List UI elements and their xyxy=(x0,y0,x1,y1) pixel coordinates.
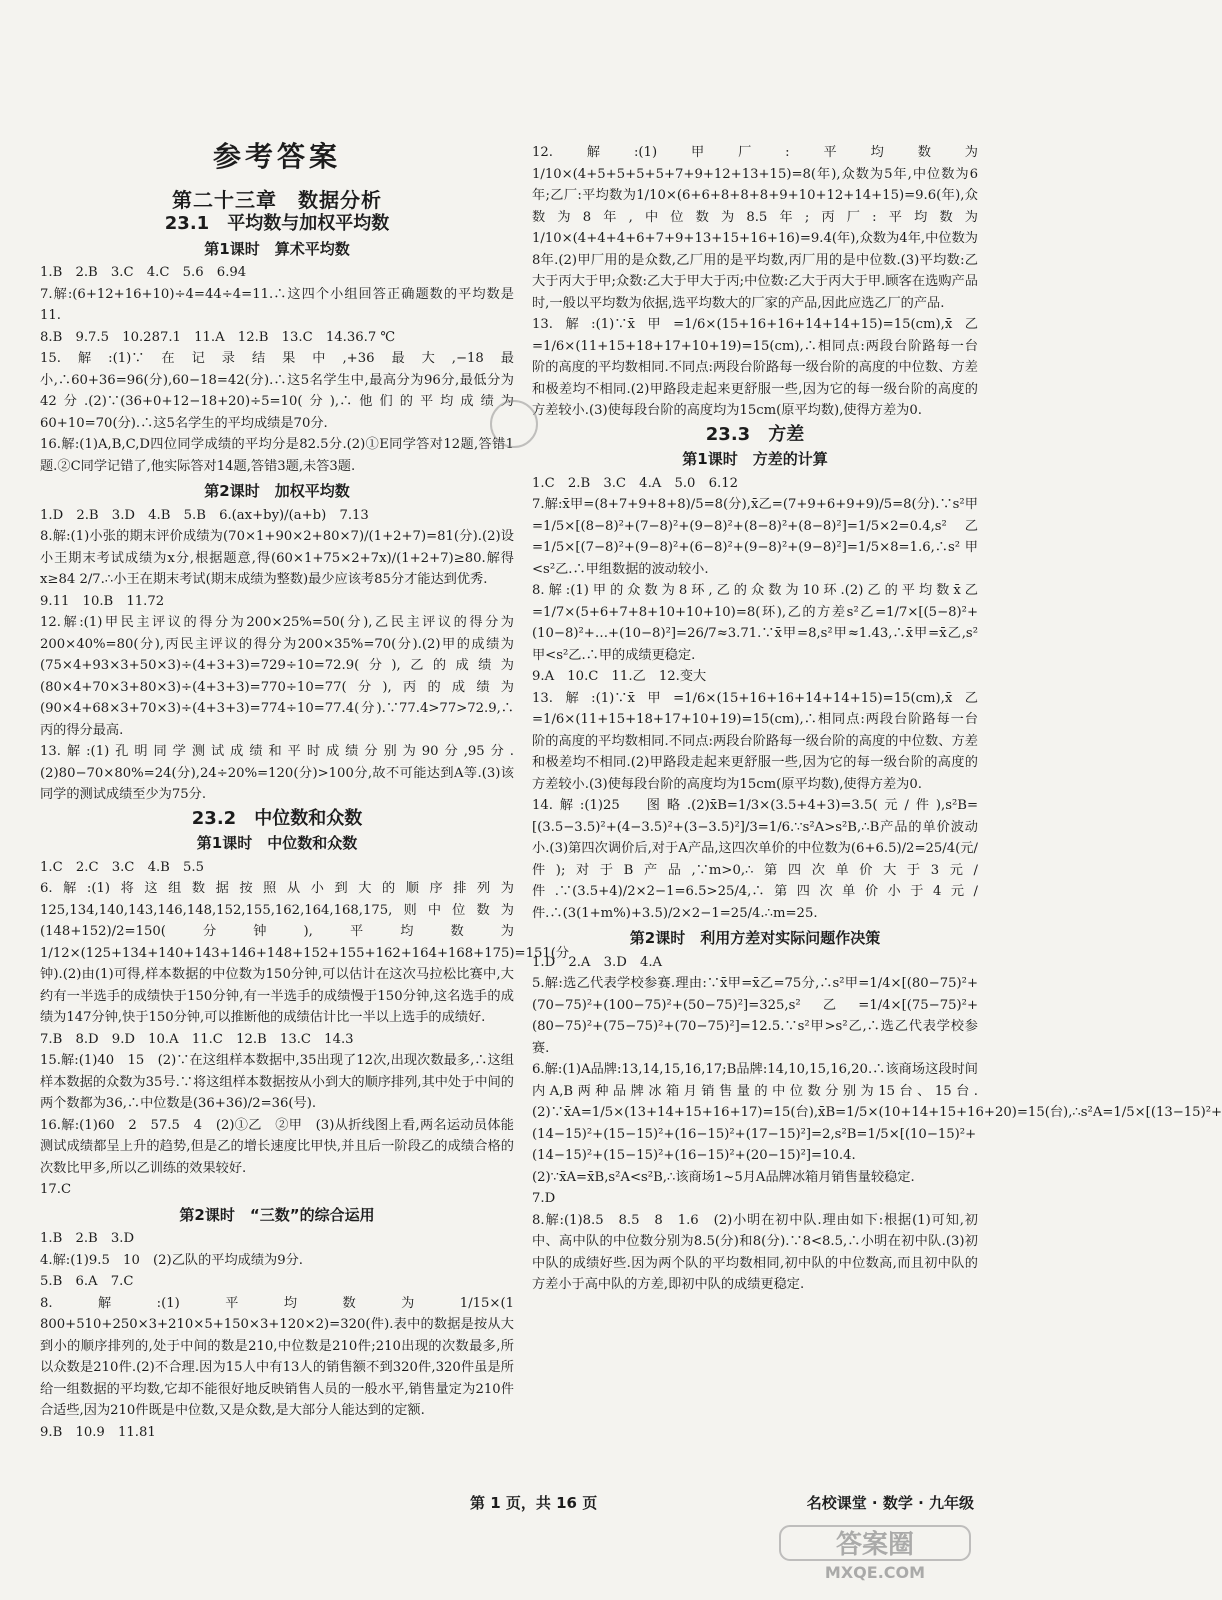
answer-item: 7.解:(6+12+16+10)÷4=44÷4=11.∴这四个小组回答正确题数的平均数是11. xyxy=(40,286,514,323)
section-heading-23-3: 23.3 方差 xyxy=(705,423,805,445)
answer-item: 13.解:(1)∵x̄甲=1/6×(15+16+16+14+14+15)=15(cm),x̄乙=1/6×(11+15+18+17+10+19)=15(cm),∴相同点:两段台阶路每一台阶的高度的平均数相同.不同点:两段台阶路每一级台阶的高度的中位数、方差和极差均不相同.(2)甲路段走起来更舒服一些,因为它的每一级台阶的高度的方差较小.(3)使每段台阶的高度均为15cm(原平均数),使得方差为0. xyxy=(532,317,978,418)
answer-item: 5.解:选乙代表学校参赛.理由:∵x̄甲=x̄乙=75分,∴s²甲=1/4×[(80−75)²+(70−75)²+(100−75)²+(50−75)²]=325,s²乙=1/4×[(75−75)²+(80−75)²+(75−75)²+(70−75)²]=12.5.∵s²甲>s²乙,∴选乙代表学校参赛. xyxy=(532,976,978,1056)
answer-item: 16.解:(1)60 2 57.5 4 (2)①乙 ②甲 (3)从折线图上看,两名运动员体能测试成绩都呈上升的趋势,但是乙的增长速度比甲快,并且后一阶段乙的成绩合格的次数比甲多,所以乙训练的效果较好. xyxy=(40,1117,514,1176)
answer-item: 14.解:(1)25 图略.(2)x̄B=1/3×(3.5+4+3)=3.5(元/件),s²B=[(3.5−3.5)²+(4−3.5)²+(3−3.5)²]/3=1/6.∵s²A>s²B,∴B产品的单价波动小.(3)第四次调价后,对于A产品,这四次单价的中位数为(6+6.5)/2=25/4(元/件);对于B产品,∵m>0,∴第四次单价大于3元/件.∵(3.5+4)/2×2−1=6.5>25/4,∴第四次单价小于4元/件.∴(3(1+m%)+3.5)/2×2−1=25/4.∴m=25. xyxy=(532,798,978,921)
page-number: 第 1 页，共 16 页 xyxy=(470,1494,598,1512)
answer-item: 4.解:(1)9.5 10 (2)乙队的平均成绩为9分. xyxy=(40,1252,303,1268)
answer-item: 7.B 8.D 9.D 10.A 11.C 12.B 13.C 14.3 xyxy=(40,1031,354,1047)
lesson-heading: 第2课时 加权平均数 xyxy=(204,482,350,500)
stamp-seal-icon xyxy=(490,400,538,448)
watermark-text: 答案圈 xyxy=(835,1530,915,1560)
answer-item: 5.B 6.A 7.C xyxy=(40,1274,134,1289)
answer-item: 7.解:x̄甲=(8+7+9+8+8)/5=8(分),x̄乙=(7+9+6+9+9)/5=8(分).∵s²甲=1/5×[(8−8)²+(7−8)²+(9−8)²+(8−8)²+(8−8)²]=1/5×2=0.4,s²乙=1/5×[(7−8)²+(9−8)²+(6−8)²+(9−8)²+(9−8)²]=1/5×8=1.6,∴s²甲<s²乙.∴甲组数据的波动较小. xyxy=(532,497,978,577)
answer-item: 7.D xyxy=(532,1191,556,1206)
watermark-icon xyxy=(770,1522,980,1582)
answer-item: 9.B 10.9 11.81 xyxy=(40,1424,156,1440)
right-column xyxy=(532,142,1222,1296)
watermark-url: MXQE.COM xyxy=(824,1563,926,1582)
answer-item: 1.B 2.B 3.D xyxy=(40,1231,135,1246)
lesson-heading: 第1课时 方差的计算 xyxy=(682,450,828,468)
page-title: 参考答案 xyxy=(212,140,341,173)
answer-item: 13.解:(1)孔明同学测试成绩和平时成绩分别为90分,95分.(2)80−70×80%=24(分),24÷20%=120(分)>100分,故不可能达到A等.(3)该同学的测试成绩至少为75分. xyxy=(40,744,514,802)
answer-item: 12.解:(1)甲民主评议的得分为200×25%=50(分),乙民主评议的得分为200×40%=80(分),丙民主评议的得分为200×35%=70(分).(2)甲的成绩为(75×4+93×3+50×3)÷(4+3+3)=729÷10=72.9(分),乙的成绩为(80×4+70×3+80×3)÷(4+3+3)=770÷10=77(分),丙的成绩为(90×4+68×3+70×3)÷(4+3+3)=774÷10=77.4(分).∵77.4>77>72.9,∴丙的得分最高. xyxy=(40,615,514,738)
answer-item: 1.C 2.C 3.C 4.B 5.5 xyxy=(40,859,205,875)
chapter-heading: 第二十三章 数据分析 xyxy=(172,187,382,212)
answer-item: 6.解:(1)将这组数据按照从小到大的顺序排列为125,134,140,143,146,148,152,155,162,164,168,175,则中位数为(148+152)/2=150(分钟),平均数为1/12×(125+134+140+143+146+148+152+155+162+164+168+175)=151(分钟).(2)由(1)可得,样本数据的中位数为150分钟,可以估计在这次马拉松比赛中,大约有一半选手的成绩快于150分钟,有一半选手的成绩慢于150分钟,这名选手的成绩为147分钟,快于150分钟,可以推断他的成绩估计比一半以上选手的成绩好. xyxy=(40,881,570,1025)
answer-item: 9.11 10.B 11.72 xyxy=(40,593,165,609)
answer-item: 16.解:(1)A,B,C,D四位同学成绩的平均分是82.5分.(2)①E同学答对12题,答错1题.②C同学记错了,他实际答对14题,答错3题,未答3题. xyxy=(40,437,514,474)
section-heading-23-2: 23.2 中位数和众数 xyxy=(191,807,363,829)
answer-item: 1.D 2.A 3.D 4.A xyxy=(532,954,663,970)
answer-item: 1.C 2.B 3.C 4.A 5.0 6.12 xyxy=(532,475,738,491)
answer-item: 8.解:(1)8.5 8.5 8 1.6 (2)小明在初中队.理由如下:根据(1)可知,初中、高中队的中位数分别为8.5(分)和8(分).∵8<8.5,∴小明在初中队.(3)初中队的成绩好些.因为两个队的平均数相同,初中队的中位数高,而且初中队的方差小于高中队的方差,即初中队的成绩更稳定. xyxy=(532,1212,978,1292)
lesson-heading: 第1课时 中位数和众数 xyxy=(196,834,358,852)
answer-item: 1.B 2.B 3.C 4.C 5.6 6.94 xyxy=(40,265,247,280)
lesson-heading: 第2课时 利用方差对实际问题作决策 xyxy=(629,929,881,947)
lesson-heading: 第2课时 “三数”的综合运用 xyxy=(179,1205,375,1224)
answer-item: 17.C xyxy=(40,1182,72,1197)
answer-item: 8.解:(1)小张的期末评价成绩为(70×1+90×2+80×7)/(1+2+7)=81(分).(2)设小王期末考试成绩为x分,根据题意,得(60×1+75×2+7x)/(1+2+7)≥80.解得x≥84 2/7.∴小王在期末考试(期末成绩为整数)最少应该考85分才能达到优秀. xyxy=(40,529,514,587)
answer-item: 6.解:(1)A品牌:13,14,15,16,17;B品牌:14,10,15,16,20.∴该商场这段时间内A,B两种品牌冰箱月销售量的中位数分别为15台、15台.(2)∵x̄A=1/5×(13+14+15+16+17)=15(台),x̄B=1/5×(10+14+15+16+20)=15(台),∴s²A=1/5×[(13−15)²+(14−15)²+(15−15)²+(16−15)²+(17−15)²]=2,s²B=1/5×[(10−15)²+(14−15)²+(15−15)²+(16−15)²+(20−15)²]=10.4.(2)∵x̄A=x̄B,s²A<s²B,∴该商场1~5月A品牌冰箱月销售量较稳定. xyxy=(532,1062,1222,1185)
answer-item: 8.B 9.7.5 10.287.1 11.A 12.B 13.C 14.36.7 ℃ xyxy=(40,329,396,345)
answer-item: 8.解:(1)甲的众数为8环,乙的众数为10环.(2)乙的平均数x̄乙=1/7×(5+6+7+8+10+10+10)=8(环),乙的方差s²乙=1/7×[(5−8)²+(10−8)²+…+(10−8)²]=26/7≈3.71.∵x̄甲=8,s²甲≈1.43,∴x̄甲=x̄乙,s²甲<s²乙.∴甲的成绩更稳定. xyxy=(532,583,978,663)
answer-item: 8.解:(1)平均数为1/15×(1 800+510+250×3+210×5+150×3+120×2)=320(件).表中的数据是按从大到小的顺序排列的,处于中间的数是210,中位数是210件;210出现的次数最多,所以众数是210件.(2)不合理.因为15人中有13人的销售额不到320件,320件虽是所给一组数据的平均数,它却不能很好地反映销售人员的一般水平,销售量定为210件合适些,因为210件既是中位数,又是众数,是大部分人能达到的定额. xyxy=(40,1295,514,1418)
answer-item: 9.A 10.C 11.乙 12.变大 xyxy=(532,669,707,684)
answer-item: 13.解:(1)∵x̄甲=1/6×(15+16+16+14+14+15)=15(cm),x̄乙=1/6×(11+15+18+17+10+19)=15(cm),∴相同点:两段台阶路每一台阶的高度的平均数相同.不同点:两段台阶路每一级台阶的高度的中位数、方差和极差均不相同.(2)甲路段走起来更舒服一些,因为它的每一级台阶的高度的方差较小.(3)使每段台阶的高度均为15cm(原平均数),使得方差为0. xyxy=(532,690,978,792)
lesson-heading: 第1课时 算术平均数 xyxy=(204,239,350,258)
answer-item: 1.D 2.B 3.D 4.B 5.B 6.(ax+by)/(a+b) 7.13 xyxy=(40,507,369,523)
book-brand: 名校课堂 · 数学 · 九年级 xyxy=(806,1494,974,1512)
watermark-logo xyxy=(770,1522,980,1582)
section-heading-23-1: 23.1 平均数与加权平均数 xyxy=(164,213,390,234)
answer-item: 15.解:(1)∵在记录结果中,+36最大,−18最小,∴60+36=96(分),60−18=42(分).∴这5名学生中,最高分为96分,最低分为42分.(2)∵(36+0+12−18+20)÷5=10(分),∴他们的平均成绩为60+10=70(分).∴这5名学生的平均成绩是70分. xyxy=(40,351,514,431)
answer-item: 15.解:(1)40 15 (2)∵在这组样本数据中,35出现了12次,出现次数最多,∴这组样本数据的众数为35号.∵将这组样本数据按从小到大的顺序排列,其中处于中间的两个数都为36,∴中位数是(36+36)/2=36(号). xyxy=(40,1053,514,1111)
answer-item: 12.解:(1)甲厂:平均数为1/10×(4+5+5+5+5+7+9+12+13+15)=8(年),众数为5年,中位数为6年;乙厂:平均数为1/10×(6+6+8+8+8+9+10+12+14+15)=9.6(年),众数为8年,中位数为8.5年;丙厂:平均数为1/10×(4+4+4+6+7+9+13+15+16+16)=9.4(年),众数为4年,中位数为8年.(2)甲厂用的是众数,乙厂用的是平均数,丙厂用的是中位数.(3)平均数:乙大于丙大于甲;众数:乙大于甲大于丙;中位数:乙大于丙大于甲.顾客在选购产品时,一般以平均数为依据,选平均数大的厂家的产品,因此应选乙厂的产品. xyxy=(532,145,978,311)
